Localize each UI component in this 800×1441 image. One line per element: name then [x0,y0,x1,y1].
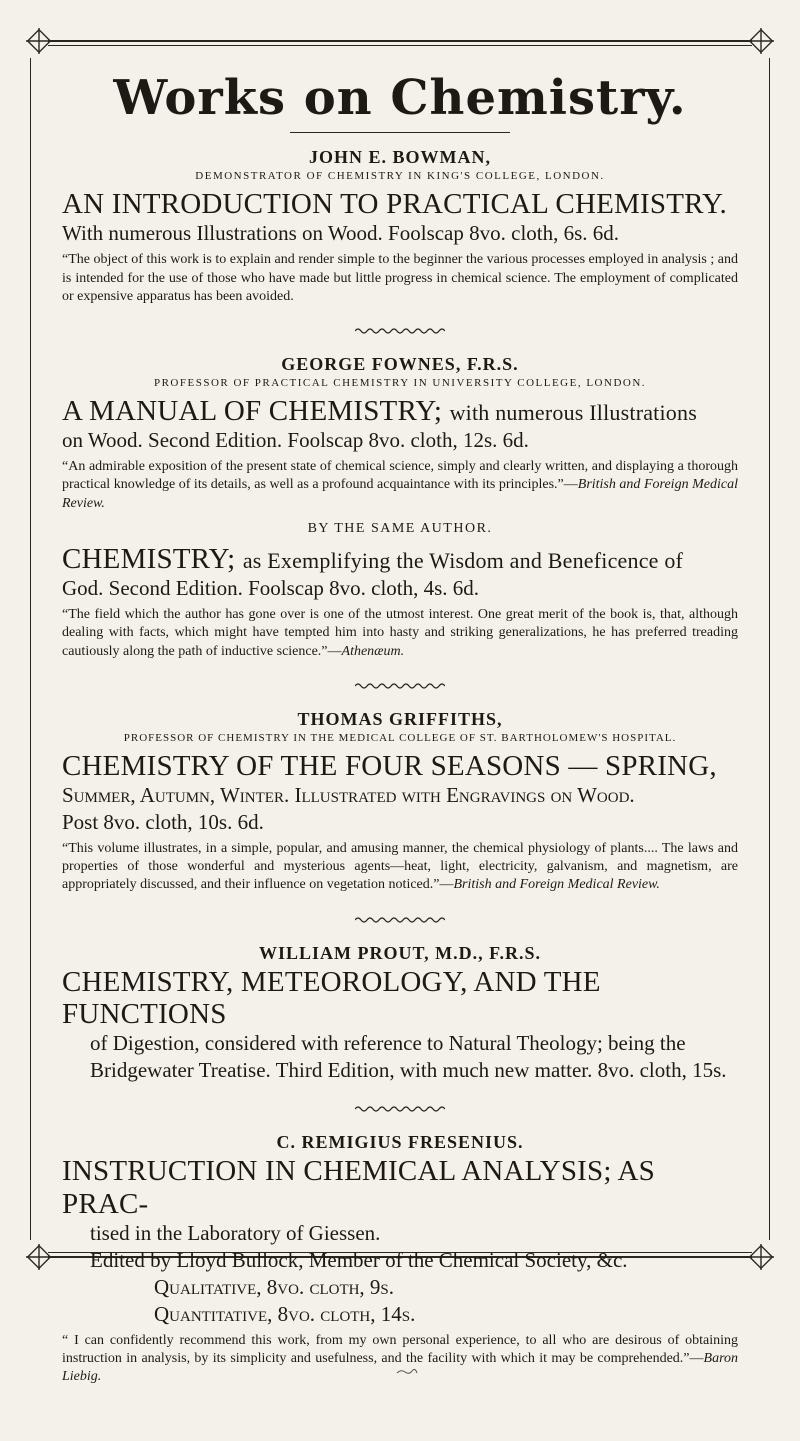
wavy-divider-icon [355,327,445,335]
book-price: Post 8vo. cloth, 10s. 6d. [62,810,264,835]
entry-fresenius [62,1132,738,1386]
page-title: Works on Chemistry. [113,70,687,126]
entry-prout [62,943,738,1085]
book-title: AN INTRODUCTION TO PRACTICAL CHEMISTRY. [62,188,727,220]
book-edition-quantitative: Quantitative, 8vo. cloth, 14s. [154,1301,416,1326]
book-details: on Wood. Second Edition. Foolscap 8vo. cloth, 12s. 6d. [62,428,529,453]
book-title: INSTRUCTION IN CHEMICAL ANALYSIS; AS PRAC- [62,1155,655,1220]
author-affiliation: DEMONSTRATOR OF CHEMISTRY IN KING'S COLLEGE, LONDON. [195,170,605,182]
same-author-byline: BY THE SAME AUTHOR. [307,520,493,536]
book-title: CHEMISTRY OF THE FOUR SEASONS — SPRING, [62,749,717,782]
author-name: WILLIAM PROUT, M.D., F.R.S. [258,942,541,963]
corner-ornament-icon [744,24,778,58]
book-details: of Digestion, considered with reference to Natural Theology; being the Bridgewater Treatise. Third Edition, with much new matter. 8vo. cloth, 15s. [90,1031,727,1083]
entry-griffiths [62,709,738,895]
review-quote: “An admirable exposition of the present state of chemical science, simply and clearly written, and displaying a thorough practical knowledge of its details, as well as a profound acquaintance with its principles.”— [62,459,738,493]
book-title: A MANUAL OF CHEMISTRY; [62,394,443,427]
border-right-rule [769,58,770,1240]
review-quote-block [62,606,738,661]
entry-fownes [62,354,738,513]
book-title-tail: as Exemplifying the Wisdom and Beneficence of [242,547,684,573]
title-rule [290,132,510,133]
border-top-rule-inner [48,45,752,46]
border-top-rule [48,40,752,42]
review-source: Baron Liebig. [62,1350,738,1384]
book-title: CHEMISTRY, METEOROLOGY, AND THE FUNCTIONS [62,965,601,1030]
book-edition-qualitative: Qualitative, 8vo. cloth, 9s. [154,1274,395,1299]
review-source: British and Foreign Medical Review. [453,877,660,893]
wavy-divider [62,911,738,929]
book-details: With numerous Illustrations on Wood. Foolscap 8vo. cloth, 6s. 6d. [62,221,620,246]
corner-ornament-icon [22,24,56,58]
review-source: British and Foreign Medical Review. [62,477,738,511]
review-quote-block [62,840,738,895]
author-affiliation: PROFESSOR OF PRACTICAL CHEMISTRY IN UNIVERSITY COLLEGE, LONDON. [153,376,647,389]
author-name: THOMAS GRIFFITHS, [297,708,503,729]
review-quote: “The field which the author has gone over is one of the utmost interest. One great merit of the book is, that, although dealing with facts, which might have tempted him into hasty and striking generalizations, he has preferred treading cautiously along the path of inductive science.”— [62,607,738,659]
book-title: CHEMISTRY; [62,542,236,575]
wavy-divider [62,677,738,695]
entry-fownes-second [62,521,738,661]
page-content [62,70,738,1394]
book-details: tised in the Laboratory of Giessen. [90,1221,381,1246]
wavy-divider-icon [355,682,445,690]
author-affiliation: PROFESSOR OF CHEMISTRY IN THE MEDICAL COLLEGE OF ST. BARTHOLOMEW'S HOSPITAL. [123,731,677,744]
review-quote: “ I can confidently recommend this work, from my own personal experience, to all who are desirous of obtaining instruction in analysis, by its simplicity and usefulness, and the facility with which it may be comprehended.”— [62,1332,738,1366]
wavy-divider-icon [355,916,445,924]
review-quote: “The object of this work is to explain and render simple to the beginner the various processes employed in analysis ; and is intended for the use of those who have made but little progress in chemical science. The employment of complicated or expensive apparatus has been avoided. [62,252,738,304]
author-name: JOHN E. BOWMAN, [308,147,491,167]
ink-smudge-icon [396,1368,418,1376]
review-quote-block [62,458,738,513]
entry-bowman [62,147,738,306]
review-quote-block [62,1332,738,1387]
wavy-divider-icon [355,1105,445,1113]
author-name: GEORGE FOWNES, F.R.S. [281,353,519,374]
corner-ornament-icon [744,1240,778,1274]
border-left-rule [30,58,31,1240]
book-title-line [62,543,738,575]
book-title-line [62,395,738,427]
review-quote: “This volume illustrates, in a simple, popular, and amusing manner, the chemical physiology of plants.... The laws and properties of those wonderful and mysterious agents—heat, light, electricity, galvanism, and magnetism, are appropriately discussed, and their influence on vegetation noticed.”— [62,840,738,893]
page-border [22,18,778,1384]
review-source: Athenæum. [341,643,405,659]
book-details: Summer, Autumn, Winter. Illustrated with Engravings on Wood. [62,783,635,808]
corner-ornament-icon [22,1240,56,1274]
wavy-divider [62,1100,738,1118]
book-title-tail: with numerous Illustrations [449,399,697,425]
book-editor: Edited by Lloyd Bullock, Member of the Chemical Society, &c. [90,1248,628,1272]
author-name: C. REMIGIUS FRESENIUS. [276,1132,524,1153]
book-details: God. Second Edition. Foolscap 8vo. cloth, 4s. 6d. [62,576,480,601]
wavy-divider [62,322,738,340]
